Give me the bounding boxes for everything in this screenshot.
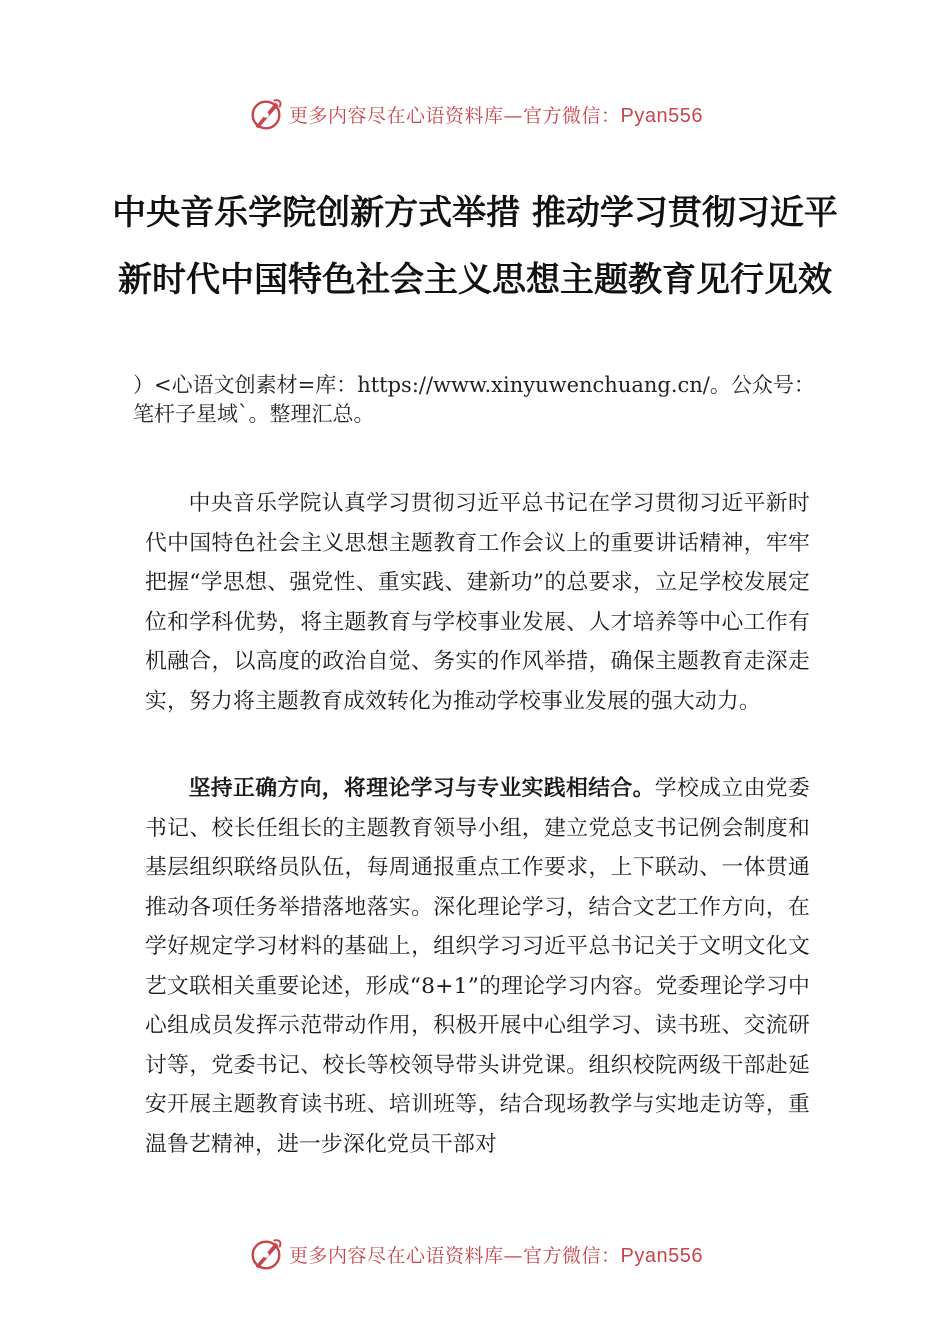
paragraph-2 — [145, 769, 810, 1164]
quill-pen-icon — [247, 95, 285, 133]
wechat-id: Pyan556 — [620, 1244, 703, 1267]
banner-slogan: 更多内容尽在心语资料库—官方微信： — [289, 1244, 621, 1267]
wechat-id: Pyan556 — [620, 104, 703, 127]
banner-slogan: 更多内容尽在心语资料库—官方微信： — [289, 104, 621, 127]
source-note: ）<心语文创素材=库：https://www.xinyuwenchuang.cn/。公众号：笔杆子星域`。整理汇总。 — [133, 373, 815, 426]
quill-pen-icon — [247, 1235, 285, 1273]
banner-text — [289, 1241, 703, 1268]
paragraph-1 — [145, 484, 810, 721]
document-title: 中央音乐学院创新方式举措 推动学习贯彻习近平新时代中国特色社会主义思想主题教育见行见效 — [112, 193, 838, 300]
paragraph-2-text: 学校成立由党委书记、校长任组长的主题教育领导小组，建立党总支书记例会制度和基层组织联络员队伍，每周通报重点工作要求，上下联动、一体贯通推动各项任务举措落地落实。深化理论学习，结合文艺工作方向，在学好规定学习材料的基础上，组织学习习近平总书记关于文明文化文艺文联相关重要论述，形成“8+1”的理论学习内容。党委理论学习中心组成员发挥示范带动作用，积极开展中心组学习、读书班、交流研讨等，党委书记、校长等校领导带头讲党课。组织校院两级干部赴延安开展主题教育读书班、培训班等，结合现场教学与实地走访等，重温鲁艺精神，进一步深化党员干部对 — [145, 776, 810, 1157]
header-banner — [0, 92, 950, 136]
footer-banner — [0, 1232, 950, 1276]
banner-text — [289, 101, 703, 128]
paragraph-2-lead: 坚持正确方向，将理论学习与专业实践相结合。 — [188, 776, 655, 801]
paragraph-1-text: 中央音乐学院认真学习贯彻习近平总书记在学习贯彻习近平新时代中国特色社会主义思想主题教育工作会议上的重要讲话精神，牢牢把握“学思想、强党性、重实践、建新功”的总要求，立足学校发展定位和学科优势，将主题教育与学校事业发展、人才培养等中心工作有机融合，以高度的政治自觉、务实的作风举措，确保主题教育走深走实，努力将主题教育成效转化为推动学校事业发展的强大动力。 — [145, 491, 810, 714]
